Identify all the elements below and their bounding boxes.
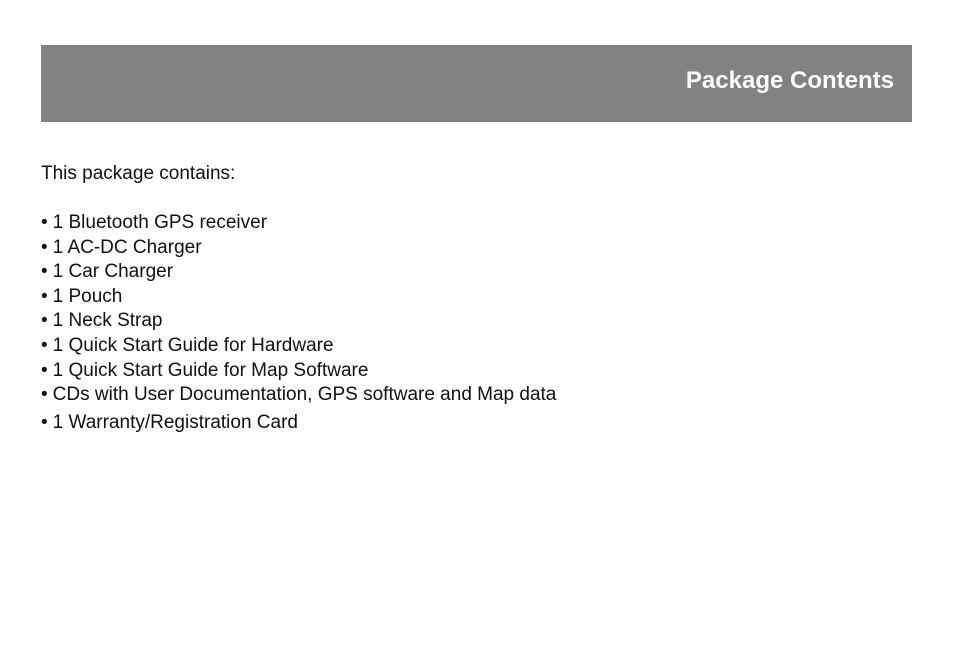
list-item-text: 1 Quick Start Guide for Map Software <box>52 359 369 381</box>
list-item-text: 1 Car Charger <box>52 261 174 283</box>
bullet-icon: • <box>41 359 48 381</box>
list-item <box>41 260 556 285</box>
page-title: Package Contents <box>685 67 894 94</box>
list-item <box>41 334 556 359</box>
list-item-text: 1 Neck Strap <box>52 310 163 332</box>
list-item-text: 1 AC-DC Charger <box>52 236 202 258</box>
list-item <box>41 236 556 261</box>
list-item <box>41 411 556 436</box>
intro-text: This package contains: <box>41 163 236 184</box>
bullet-icon: • <box>41 310 48 332</box>
list-item-text: 1 Quick Start Guide for Hardware <box>52 334 334 356</box>
bullet-icon: • <box>41 285 48 307</box>
bullet-icon: • <box>41 261 48 283</box>
bullet-icon: • <box>41 236 48 258</box>
contents-list <box>41 211 556 435</box>
list-item <box>41 211 556 236</box>
bullet-icon: • <box>41 334 48 356</box>
header-bar <box>41 45 912 122</box>
list-item-text: 1 Bluetooth GPS receiver <box>52 212 268 233</box>
list-item <box>41 359 556 384</box>
list-item <box>41 309 556 334</box>
bullet-icon: • <box>41 411 48 433</box>
bullet-icon: • <box>41 384 48 406</box>
list-item <box>41 383 556 408</box>
list-item <box>41 285 556 310</box>
list-item-text: CDs with User Documentation, GPS software and Map data <box>52 384 557 406</box>
list-item-text: 1 Warranty/Registration Card <box>52 411 298 433</box>
list-item-text: 1 Pouch <box>52 285 123 307</box>
bullet-icon: • <box>41 212 48 233</box>
